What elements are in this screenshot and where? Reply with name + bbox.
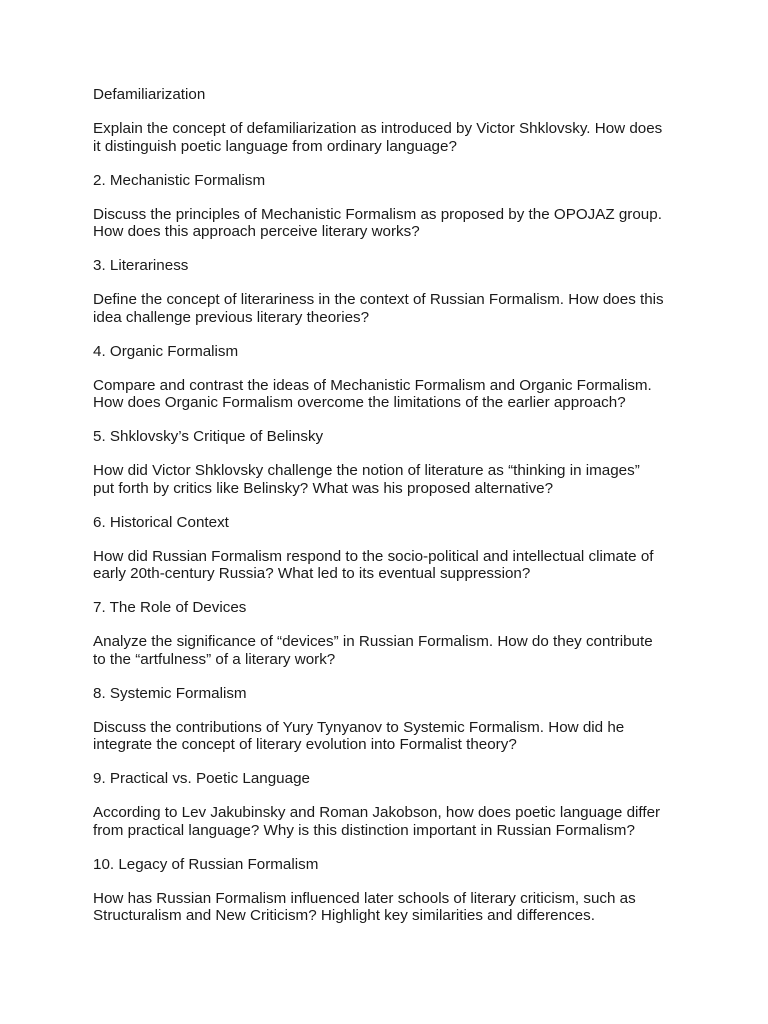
question-line: Explain the concept of defamiliarization as introduced by Victor Shklovsky. How does (93, 120, 663, 137)
question-line: Discuss the principles of Mechanistic Formalism as proposed by the OPOJAZ group. (93, 205, 662, 223)
question-line: Analyze the significance of “devices” in Russian Formalism. How do they contribute (93, 633, 653, 650)
section-heading: 3. Literariness (93, 257, 189, 274)
question-line: it distinguish poetic language from ordinary language? (93, 137, 457, 155)
section-heading: 5. Shklovsky’s Critique of Belinsky (93, 428, 324, 445)
section-heading: 4. Organic Formalism (93, 342, 239, 360)
question-line: Structuralism and New Criticism? Highlight key similarities and differences. (93, 907, 595, 924)
section-question (93, 804, 693, 839)
question-line: Discuss the contributions of Yury Tynyanov to Systemic Formalism. How did he (93, 718, 625, 736)
section-heading: 10. Legacy of Russian Formalism (93, 855, 319, 873)
section-question (93, 548, 693, 583)
section-question (93, 120, 693, 155)
question-line: How did Russian Formalism respond to the socio-political and intellectual climate of (93, 547, 654, 565)
section-question (93, 206, 693, 241)
question-line: How does Organic Formalism overcome the limitations of the earlier approach? (93, 394, 626, 411)
section-heading: Defamiliarization (93, 86, 206, 103)
document-page (93, 86, 693, 941)
question-line: integrate the concept of literary evolution into Formalist theory? (93, 736, 517, 753)
section-heading: 8. Systemic Formalism (93, 684, 247, 702)
section-question (93, 890, 693, 925)
question-line: How does this approach perceive literary works? (93, 223, 420, 240)
section-heading: 7. The Role of Devices (93, 599, 247, 616)
question-line: How has Russian Formalism influenced later schools of literary criticism, such as (93, 889, 636, 907)
section-question (93, 462, 693, 497)
section-heading: 2. Mechanistic Formalism (93, 171, 266, 189)
section-heading: 6. Historical Context (93, 513, 229, 531)
section-question (93, 291, 693, 326)
question-line: early 20th-century Russia? What led to its eventual suppression? (93, 565, 531, 582)
question-line: put forth by critics like Belinsky? What was his proposed alternative? (93, 479, 554, 497)
question-line: idea challenge previous literary theories? (93, 308, 370, 326)
question-line: Compare and contrast the ideas of Mechanistic Formalism and Organic Formalism. (93, 376, 652, 394)
section-heading: 9. Practical vs. Poetic Language (93, 770, 310, 787)
section-question (93, 377, 693, 412)
question-line: According to Lev Jakubinsky and Roman Jakobson, how does poetic language differ (93, 804, 661, 821)
question-line: to the “artfulness” of a literary work? (93, 650, 336, 668)
question-line: Define the concept of literariness in the context of Russian Formalism. How does this (93, 291, 664, 308)
section-question (93, 633, 693, 668)
question-line: from practical language? Why is this distinction important in Russian Formalism? (93, 821, 635, 839)
section-question (93, 719, 693, 754)
question-line: How did Victor Shklovsky challenge the notion of literature as “thinking in images” (93, 462, 640, 479)
